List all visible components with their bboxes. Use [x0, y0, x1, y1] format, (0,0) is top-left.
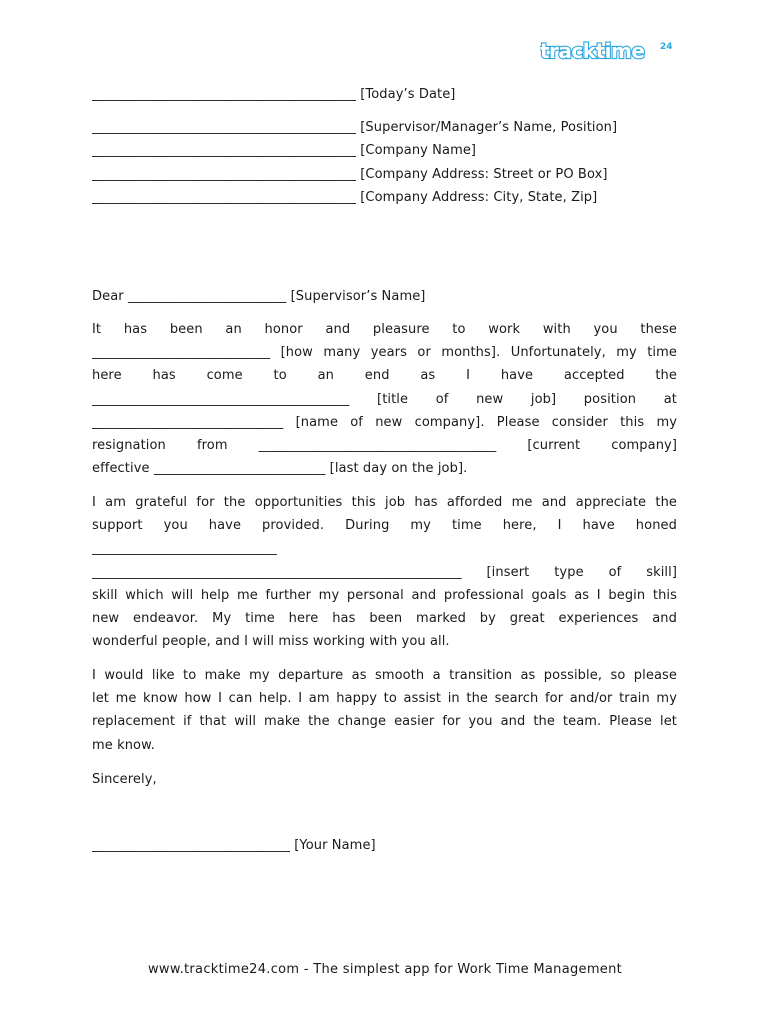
date-line: ________________________________________ [Today’s Date] — [92, 87, 456, 102]
paragraph-line: effective __________________________ [last day on the job]. — [92, 461, 468, 477]
paragraph-line: support you have provided. During my time here, I have honed — [92, 518, 677, 534]
paragraph-line: _______________________________________ [title of new job] position at — [92, 391, 677, 407]
paragraph-line: I would like to make my departure as smooth a transition as possible, so please — [92, 668, 677, 683]
paragraph-line: wonderful people, and I will miss working with you all. — [92, 634, 450, 650]
greeting — [92, 285, 677, 308]
footer-text: www.tracktime24.com - The simplest app for Work Time Management — [147, 962, 623, 977]
paragraph-line: I am grateful for the opportunities this job has afforded me and appreciate the — [92, 495, 677, 510]
header-block — [92, 83, 677, 209]
paragraph-line: skill which will help me further my personal and professional goals as I begin this — [92, 587, 677, 603]
paragraph-line: It has been an honor and pleasure to work with you these — [92, 322, 677, 337]
signature — [92, 834, 677, 857]
recipient-line: ________________________________________ [Company Address: City, State, Zip] — [92, 189, 598, 205]
signature-line: ______________________________ [Your Name] — [92, 838, 376, 853]
paragraph-line: ____________________________ — [92, 541, 277, 557]
paragraph-line: here has come to an end as I have accepted the — [92, 368, 677, 384]
paragraph-line: let me know how I can help. I am happy to assist in the search for and/or train my — [92, 691, 677, 707]
tracktime24-logo — [540, 40, 680, 62]
paragraph-line: ________________________________________________________ [insert type of skill] — [92, 564, 677, 580]
greeting-line: Dear ________________________ [Supervisor’s Name] — [92, 289, 426, 304]
closing — [92, 768, 677, 791]
recipient-line: ________________________________________ [Company Name] — [92, 143, 477, 159]
paragraph-line: replacement if that will make the change easier for you and the team. Please let — [92, 714, 677, 730]
paragraph-line: _____________________________ [name of new company]. Please consider this my — [92, 414, 677, 430]
recipient-line: ________________________________________ [Supervisor/Manager’s Name, Position] — [92, 120, 618, 136]
logo-wordmark: tracktime — [540, 40, 645, 62]
closing-line: Sincerely, — [92, 772, 157, 787]
logo-superscript: 24 — [660, 42, 673, 52]
paragraph-2 — [92, 491, 677, 653]
recipient-line: ________________________________________ [Company Address: Street or PO Box] — [92, 166, 608, 182]
paragraph-line: resignation from ____________________________________ [current company] — [92, 437, 677, 453]
paragraph-1 — [92, 318, 677, 480]
paragraph-line: ___________________________ [how many years or months]. Unfortunately, my time — [92, 345, 677, 361]
paragraph-3 — [92, 664, 677, 757]
paragraph-line: me know. — [92, 737, 155, 753]
paragraph-line: new endeavor. My time here has been marked by great experiences and — [92, 610, 677, 626]
